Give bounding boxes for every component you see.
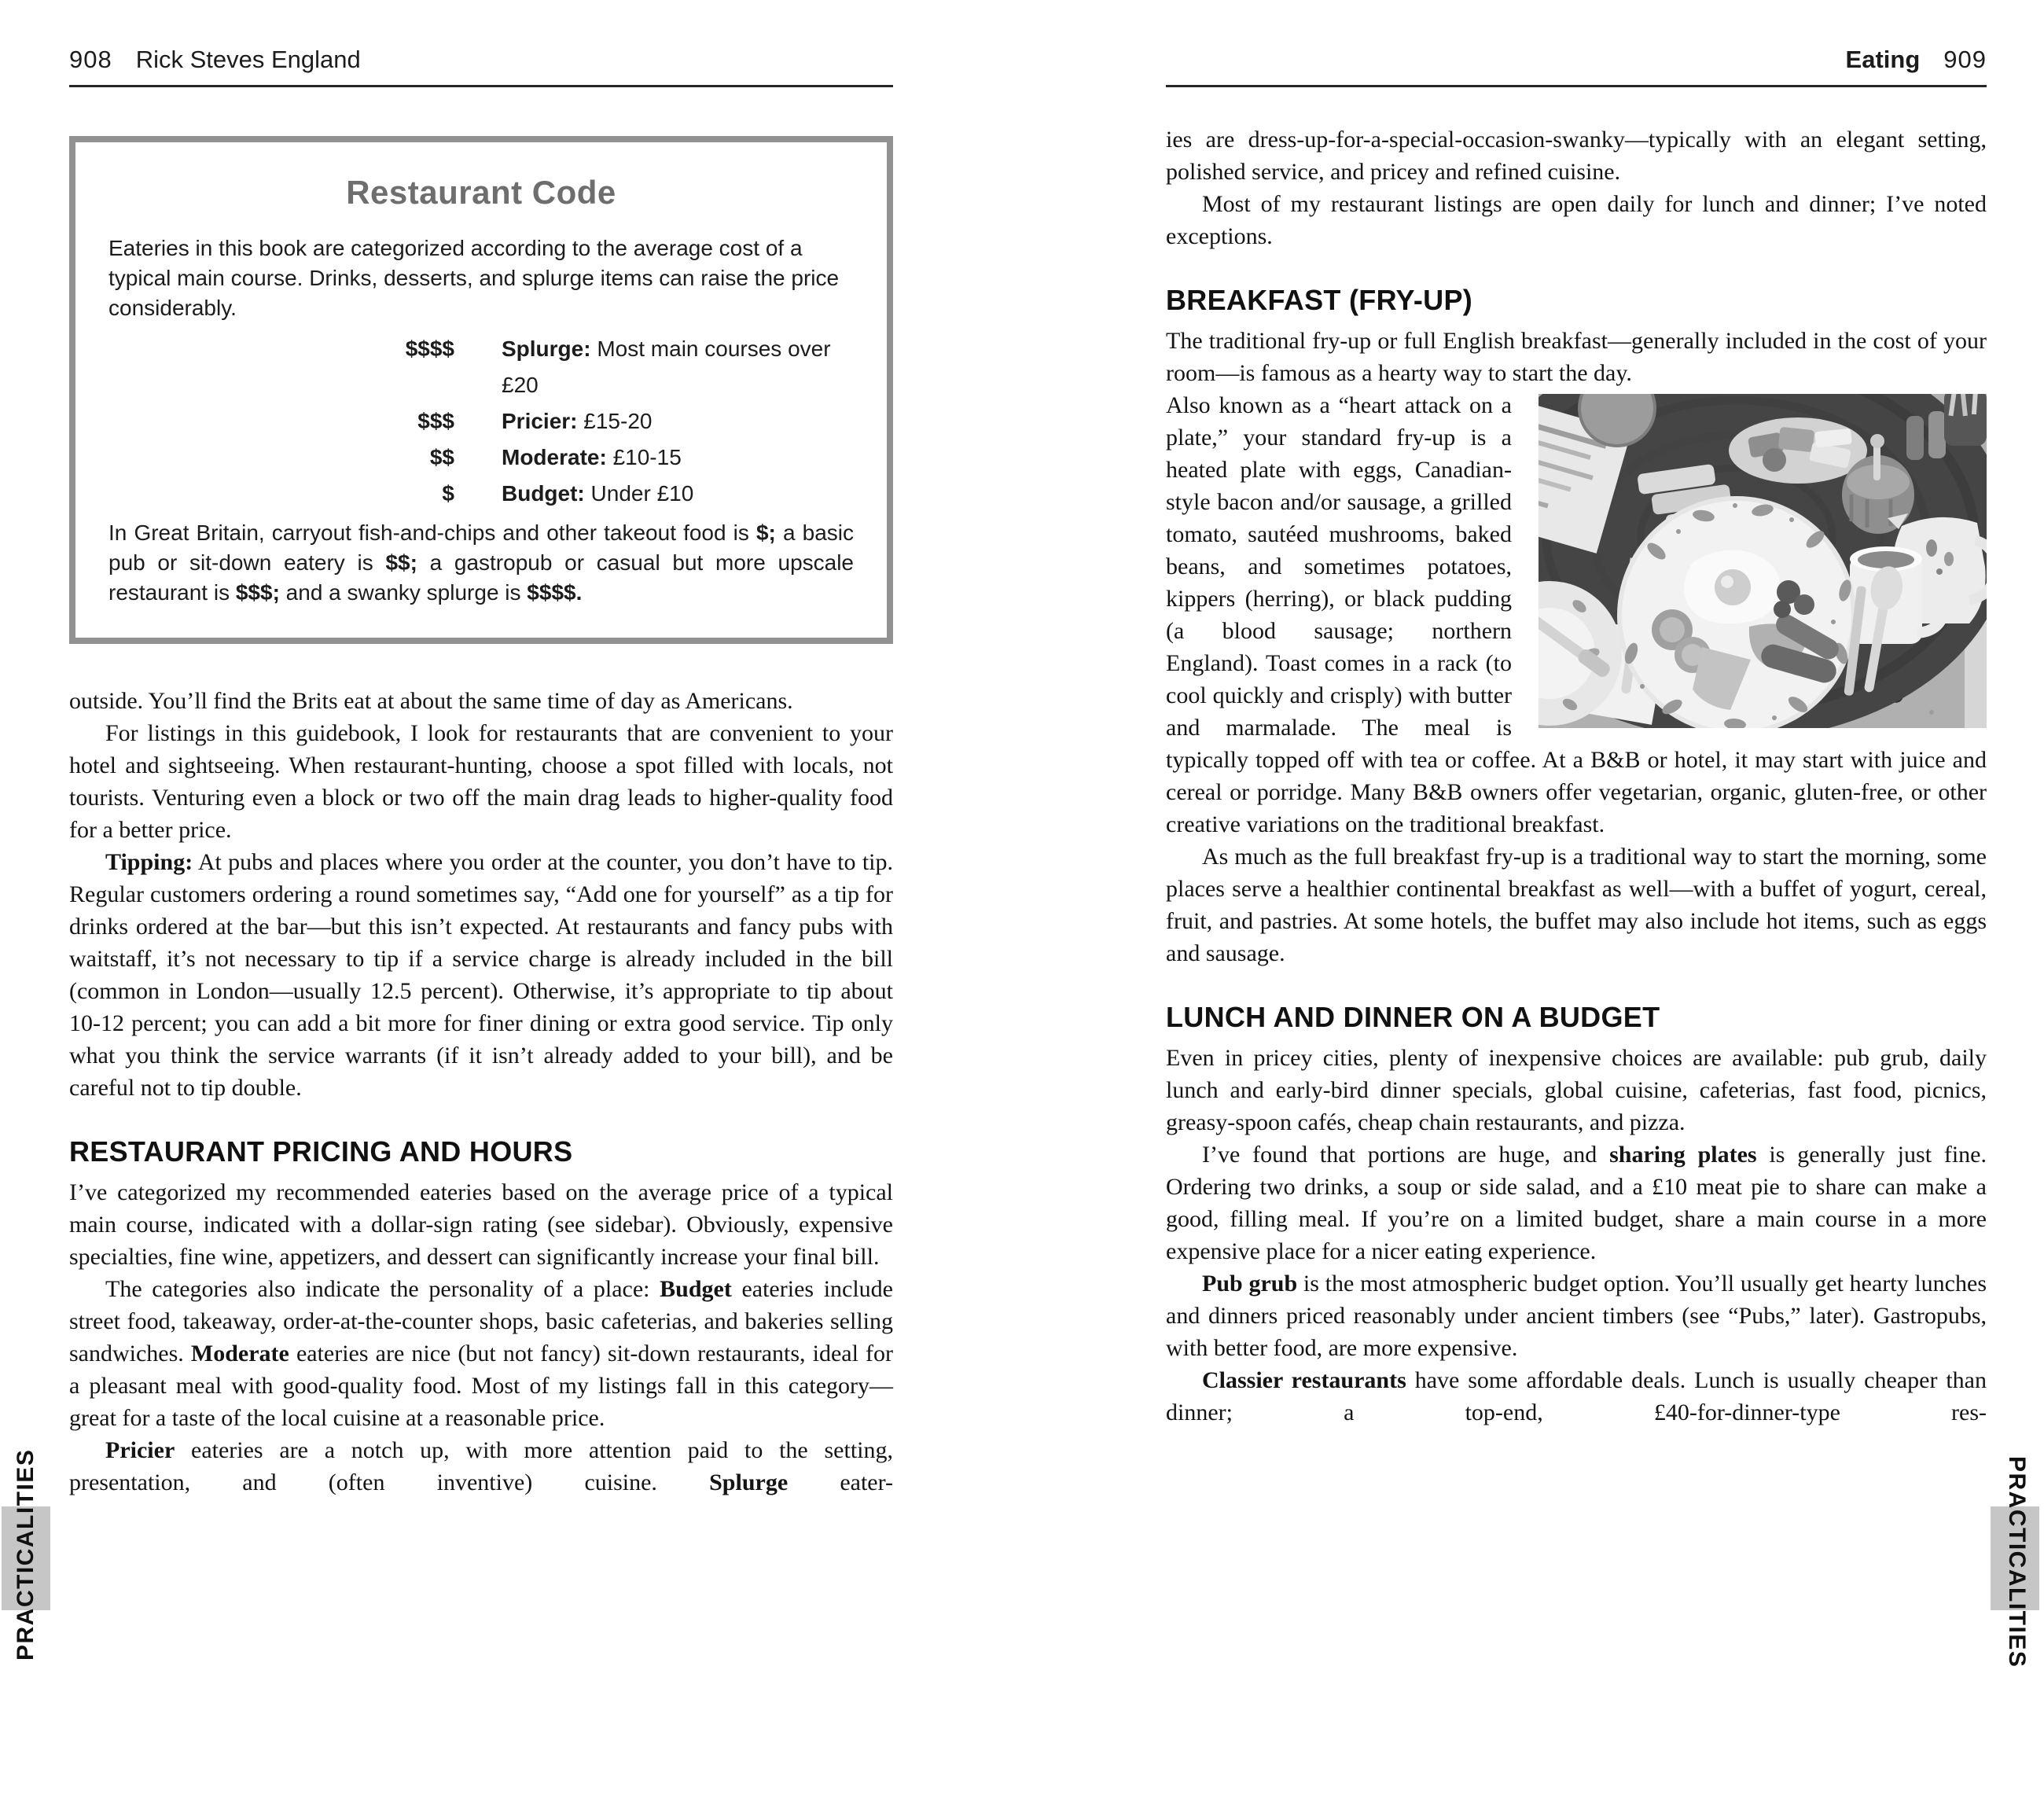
price-desc: Most main courses over £20 [502,337,831,397]
price-row [108,440,854,476]
body-paragraph: As much as the full breakfast fry-up is a traditional way to start the morning, some places serve a healthier continental breakfast as well—with a buffet of yogurt, cereal, fruit, and pastries. At some hotels, the buffet may also include hot items, such as eggs and sausage. [1166,844,1987,966]
body-paragraph: outside. You’ll find the Brits eat at about the same time of day as Americans. [69,688,793,714]
price-label: Budget: [502,481,585,506]
body-paragraph: Tipping: At pubs and places where you order at the counter, you don’t have to tip. Regular customers ordering a round sometimes say, “Add one for yourself” as a tip for drinks ordered at the bar—but this isn’t expected. At restaurants and fancy pubs with waitstaff, it’s not necessary to tip if a service charge is already included in the bill (common in London—usually 12.5 percent). Otherwise, it’s appropriate to tip about 10-12 percent; you can add a bit more for finer dining or extra good service. Tip only what you think the service warrants (if it isn’t already added to your bill), and be careful not to tip double. [69,849,893,1101]
body-paragraph: I’ve found that portions are huge, and sharing plates is generally just fine. Ordering two drinks, a soup or side salad, and a £10 meat pie to share can make a good, filling meal. If you’re on a limited budget, share a main course in a more expensive place for a nicer eating experience. [1166,1142,1987,1264]
body-paragraph: Pub grub is the most atmospheric budget option. You’ll usually get hearty lunches and dinners priced reasonably under ancient timbers (see “Pubs,” later). Gastropubs, with better food, are more expensive. [1166,1271,1987,1361]
section-heading-breakfast: BREAKFAST (FRY-UP) [1166,284,1473,316]
price-symbol: $$ [429,445,454,469]
price-list [108,331,854,512]
box-outro: In Great Britain, carryout fish-and-chips and other takeout food is $; a basic pub or sit-down eatery is $$; a gastropub or casual but more upscale restaurant is $$$; and a swanky splurge is $$$$. [108,520,855,605]
body-paragraph: For listings in this guidebook, I look for restaurants that are convenient to your hotel and sightseeing. When restaurant-hunting, choose a spot filled with locals, not tourists. Venturing even a block or two off the main drag leads to higher-quality food for a better price. [69,720,893,843]
price-label: Splurge: [502,337,591,361]
header-title-left: Rick Steves England [135,46,361,73]
page-number-right: 909 [1943,46,1987,73]
body-paragraph: Even in pricey cities, plenty of inexpensive choices are available: pub grub, daily lunch and early-bird dinner specials, global cuisine, cafeterias, fast food, picnics, greasy-spoon cafés, cheap chain restaurants, and pizza. [1166,1045,1987,1135]
price-row [108,403,854,440]
price-row [108,331,854,403]
price-symbol: $ [442,481,454,506]
header-title-right: Eating [1845,46,1921,73]
price-text [502,331,854,403]
section-heading-pricing: RESTAURANT PRICING AND HOURS [69,1135,573,1168]
breakfast-photo-illustration [1539,394,1987,728]
price-symbol: $$$ [417,409,454,433]
price-text [502,476,854,512]
price-label: Pricier: [502,409,578,433]
section-heading-lunch: LUNCH AND DINNER ON A BUDGET [1166,1001,1660,1033]
price-desc: Under £10 [590,481,694,506]
page-number-left: 908 [69,46,112,73]
body-paragraph: Most of my restaurant listings are open daily for lunch and dinner; I’ve noted exceptions. [1166,191,1987,249]
practicalities-tab-right: PRACTICALITIES [2004,1456,2030,1668]
body-paragraph: The categories also indicate the personality of a place: Budget eateries include street food, takeaway, order-at-the-counter shops, basic cafeterias, and bakeries selling sandwiches. Moderate eateries are nice (but not fancy) sit-down restaurants, ideal for a pleasant meal with good-quality food. Most of my listings fall in this category—great for a taste of the local cuisine at a reasonable price. [69,1276,894,1431]
body-paragraph: ies are dress-up-for-a-special-occasion-swanky—typically with an elegant setting, polished service, and pricey and refined cuisine. [1166,127,1987,185]
running-head-left [69,46,893,87]
box-intro: Eateries in this book are categorized according to the average cost of a typical main course. Drinks, desserts, and splurge items can raise the price considerably. [108,236,840,320]
body-paragraph: The traditional fry-up or full English breakfast—generally included in the cost of your room—is famous as a hearty way to start the day. [1166,328,1987,386]
price-symbol: $$$$ [405,337,454,361]
price-text [502,440,854,476]
body-paragraph: Classier restaurants have some affordable deals. Lunch is usually cheaper than dinner; a top-end, £40-for-dinner-type res- [1166,1367,1987,1425]
breakfast-paragraph-with-photo [1166,389,1987,840]
body-paragraph: Pricier eateries are a notch up, with more attention paid to the setting, presentation, and (often inventive) cuisine. Splurge eater- [69,1437,893,1495]
price-desc: £15-20 [583,409,653,433]
body-paragraph: Also known as a “heart attack on a plate,” your standard fry-up is a heated plate with eggs, Canadian-style bacon and/or sausage, a grilled tomato, sautéed mushrooms, baked beans, and sometimes potatoes, kippers (herring), or black pudding (a blood sausage; northern England). Toast comes in a rack (to cool quickly and crisply) with butter and marmalade. The meal is typically topped off with tea or coffee. At a B&B or hotel, it may start with juice and cereal or porridge. Many B&B owners offer vegetarian, organic, gluten-free, or other creative variations on the traditional breakfast. [1166,392,1987,837]
running-head-right [1166,46,1987,87]
price-row [108,476,854,512]
breakfast-photo [1539,394,1987,728]
price-text [502,403,854,440]
restaurant-code-box [69,136,893,644]
price-label: Moderate: [502,445,607,469]
box-title: Restaurant Code [346,174,616,211]
practicalities-tab-left: PRACTICALITIES [13,1448,39,1661]
page-left [69,46,893,1499]
page-right [1166,46,1987,1429]
body-paragraph: I’ve categorized my recommended eateries based on the average price of a typical main course, indicated with a dollar-sign rating (see sidebar). Obviously, expensive specialties, fine wine, appetizers, and dessert can significantly increase your final bill. [69,1179,893,1270]
price-desc: £10-15 [612,445,682,469]
